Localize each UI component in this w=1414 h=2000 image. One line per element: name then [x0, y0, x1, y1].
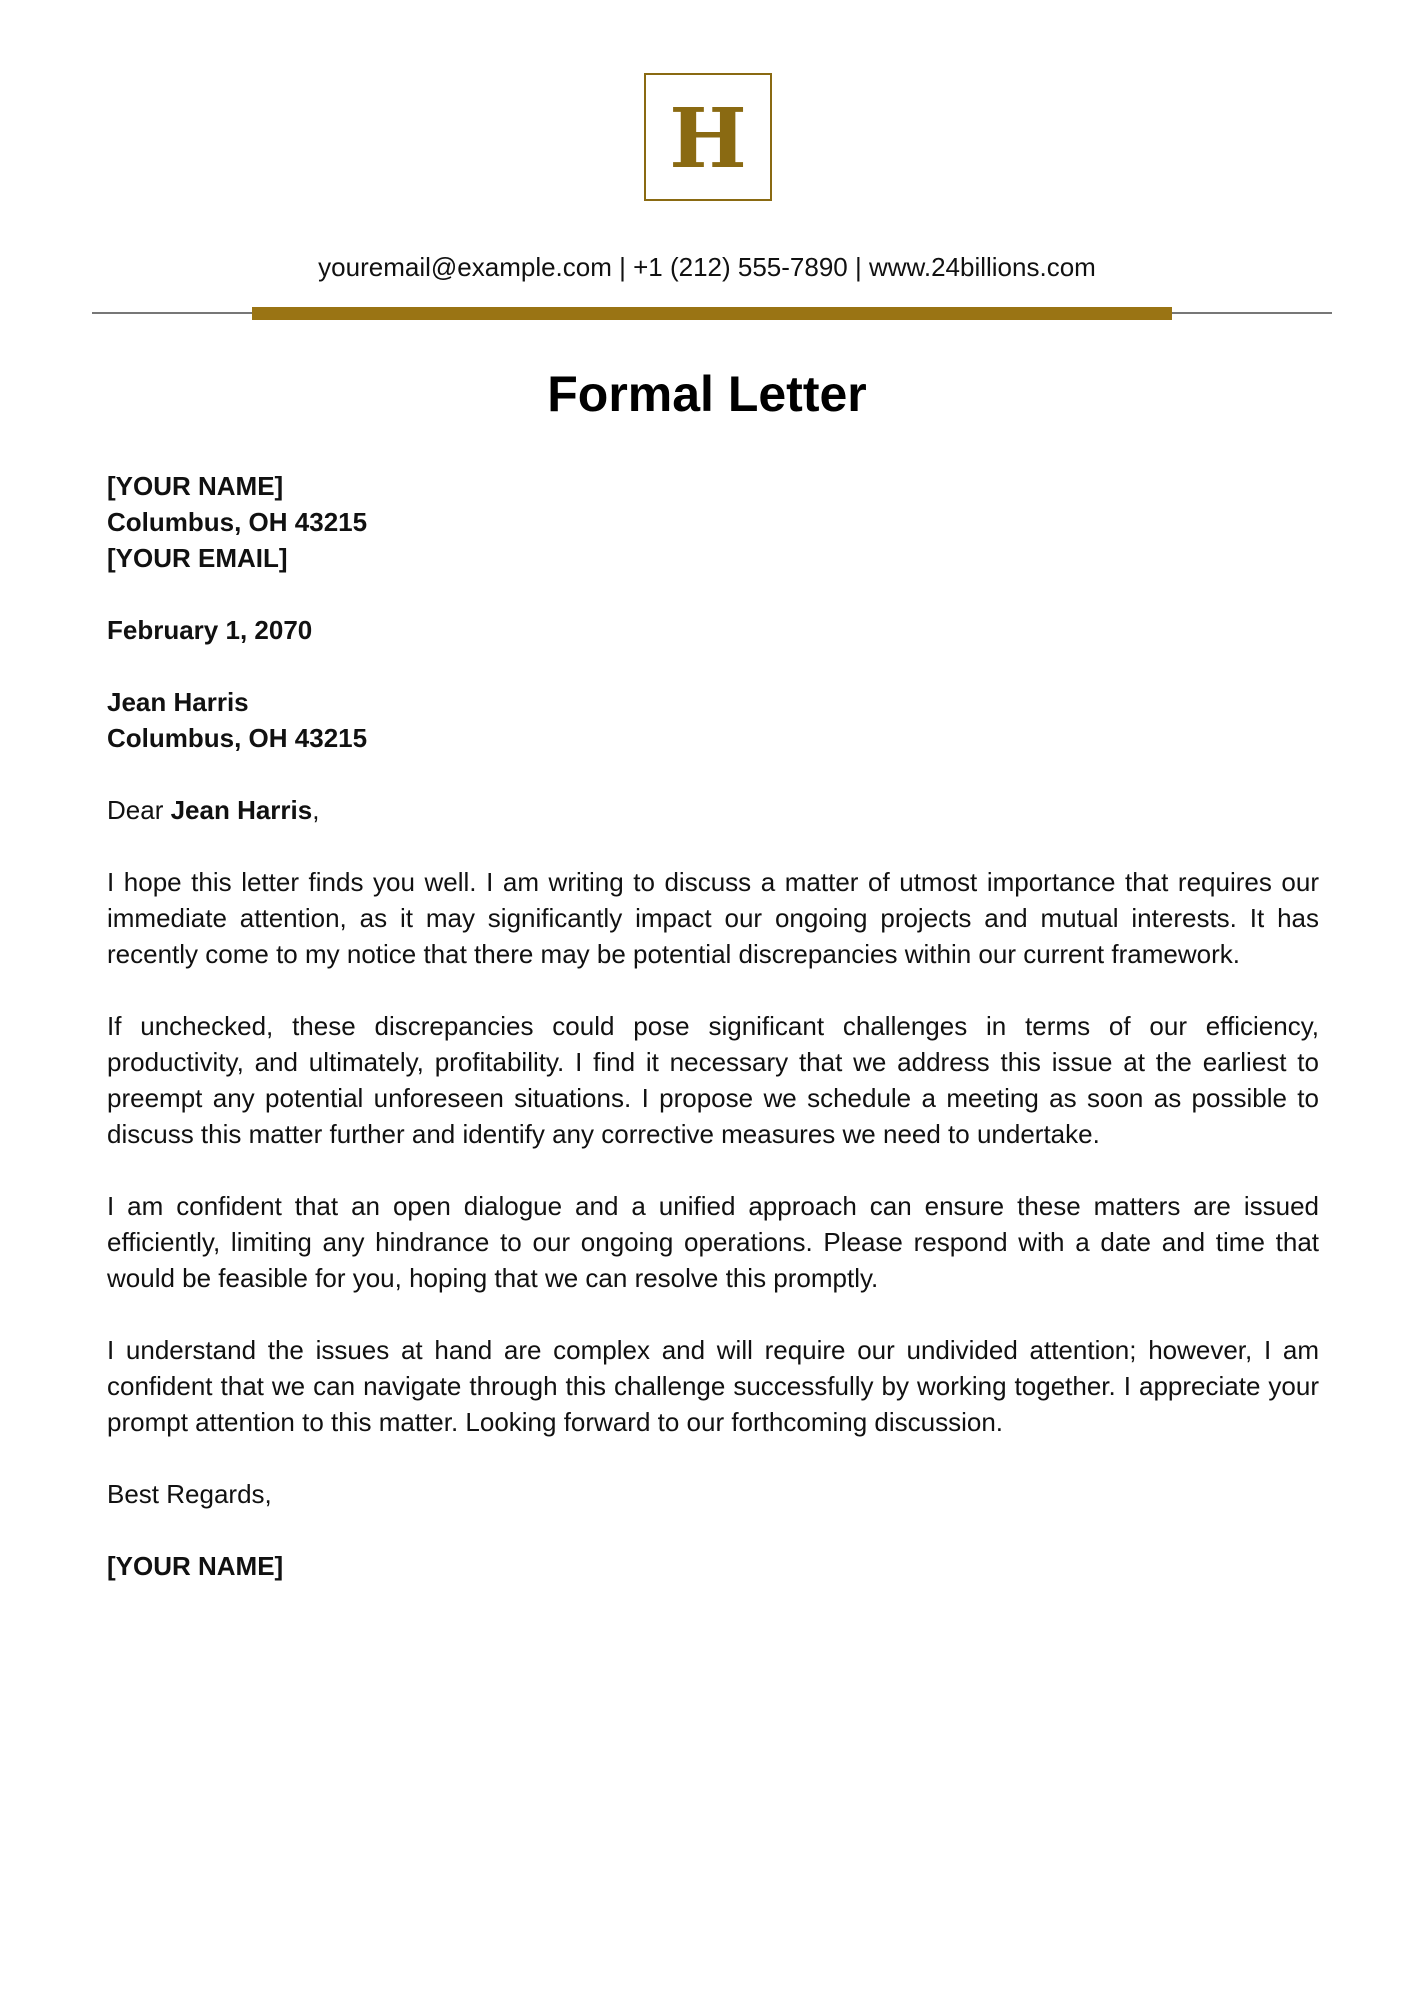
- letter-body: [107, 468, 1319, 1620]
- sender-email: [YOUR EMAIL]: [107, 543, 288, 573]
- recipient-city: Columbus, OH 43215: [107, 723, 368, 753]
- header-divider-accent: [252, 307, 1172, 320]
- signature: [YOUR NAME]: [107, 1551, 284, 1581]
- body-paragraph-2: If unchecked, these discrepancies could pose significant challenges in terms of our efficiency, productivity, and ultimately, profitability. I find it necessary that we address this issue at the earliest to preempt any potential unforeseen situations. I propose we schedule a meeting as soon as possible to discuss this matter further and identify any corrective measures we need to undertake.: [107, 1011, 1319, 1149]
- salutation-name: Jean Harris: [170, 795, 313, 825]
- page-title: Formal Letter: [547, 366, 867, 422]
- salutation: [107, 792, 1319, 828]
- logo-monogram: [644, 73, 772, 201]
- closing: Best Regards,: [107, 1479, 272, 1509]
- body-paragraph-1: I hope this letter finds you well. I am writing to discuss a matter of utmost importance that requires our immediate attention, as it may significantly impact our ongoing projects and mutual interests. It has recently come to my notice that there may be potential discrepancies within our current framework.: [107, 867, 1319, 969]
- sender-city: Columbus, OH 43215: [107, 507, 368, 537]
- recipient-name: Jean Harris: [107, 687, 249, 717]
- recipient-block: [107, 684, 1319, 756]
- logo-letter: H: [669, 91, 747, 187]
- sender-name: [YOUR NAME]: [107, 471, 284, 501]
- body-paragraph-4: I understand the issues at hand are complex and will require our undivided attention; however, I am confident that we can navigate through this challenge successfully by working together. I appreciate your prompt attention to this matter. Looking forward to our forthcoming discussion.: [107, 1335, 1319, 1437]
- salutation-prefix: Dear: [107, 795, 171, 825]
- letter-date: February 1, 2070: [107, 615, 313, 645]
- salutation-suffix: ,: [312, 795, 320, 825]
- contact-info: youremail@example.com | +1 (212) 555-7890 | www.24billions.com: [318, 252, 1096, 282]
- body-paragraph-3: I am confident that an open dialogue and a unified approach can ensure these matters are issued efficiently, limiting any hindrance to our ongoing operations. Please respond with a date and time that would be feasible for you, hoping that we can resolve this promptly.: [107, 1191, 1319, 1293]
- sender-block: [107, 468, 1319, 576]
